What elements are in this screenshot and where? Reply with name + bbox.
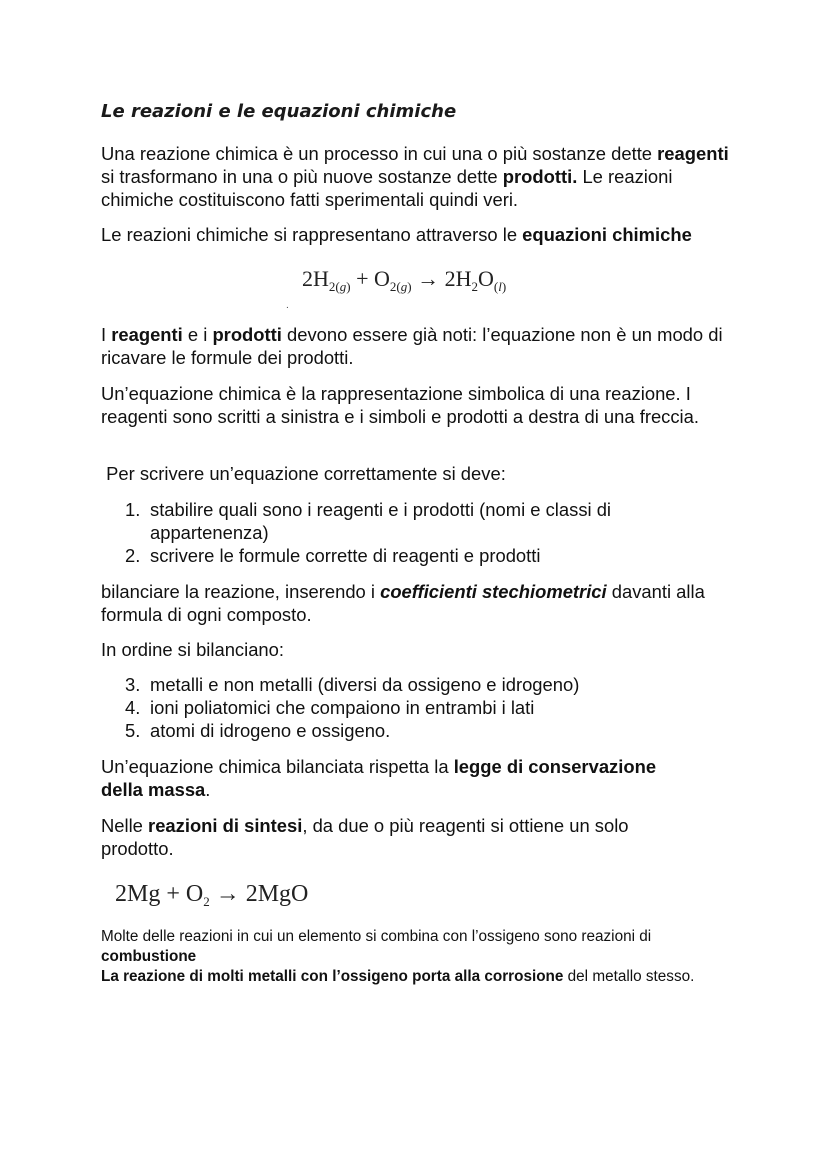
synthesis-text-2: , da due o più reagenti si ottiene un solo prodotto. <box>101 815 629 859</box>
known-bold-prodotti: prodotti <box>212 324 282 345</box>
list-item <box>125 498 725 544</box>
eq1-term-h2o-h: 2H <box>444 266 472 291</box>
intro-text-3: Le reazioni chimiche costituiscono fatti sperimentali quindi veri. <box>101 166 673 210</box>
eq1-plus: + <box>350 266 374 291</box>
list-item-number: 1. <box>125 499 141 520</box>
balance-paragraph <box>101 580 721 626</box>
corrosion-bold: La reazione di molti metalli con l’ossigeno porta alla corrosione <box>101 968 564 985</box>
eq2-reactants: 2Mg + O <box>115 881 204 907</box>
list-item-number: 2. <box>125 545 141 566</box>
list-item-text: scrivere le formule corrette di reagenti e prodotti <box>150 545 541 566</box>
combustion-bold: combustione <box>101 948 197 965</box>
eq1-sub-3: 2 <box>471 279 478 294</box>
order-steps-list <box>125 673 725 742</box>
eq1-term-h2o-o: O <box>477 266 494 291</box>
list-item-text: atomi di idrogeno e ossigeno. <box>150 720 391 741</box>
conservation-text-1: Un’equazione chimica bilanciata rispetta la <box>101 756 454 777</box>
balance-text-2: davanti alla formula di ogni composto. <box>101 581 705 625</box>
eq1-sub-4c: ) <box>501 279 507 294</box>
steps-list <box>125 498 725 567</box>
list-item-number: 3. <box>125 674 141 695</box>
eq1-term-h2: 2H <box>302 266 329 291</box>
conservation-bold: legge di conservazione della massa <box>101 756 657 800</box>
eq1-sub-2 <box>390 279 412 294</box>
list-item-text: metalli e non metalli (diversi da ossigeno e idrogeno) <box>150 674 580 695</box>
list-item-text: stabilire quali sono i reagenti e i prodotti (nomi e classi di appartenenza) <box>150 499 612 543</box>
intro-bold-prodotti: prodotti. <box>502 166 578 187</box>
eq1-sub-2b: g <box>400 279 408 294</box>
known-bold-reagenti: reagenti <box>111 324 183 345</box>
eq1-sub-2a: 2( <box>389 279 401 294</box>
eq1-sub-4a: ( <box>493 279 499 294</box>
order-paragraph: In ordine si bilanciano: <box>101 639 284 660</box>
eq1-sub-2c: ) <box>407 279 412 294</box>
eq2-sub: 2 <box>203 894 210 909</box>
eq1-sub-1c: ) <box>346 279 351 294</box>
eq1-sub-4 <box>494 279 506 294</box>
balance-text-1: bilanciare la reazione, inserendo i <box>101 581 381 602</box>
balance-bold-italic: coefficienti stechiometrici <box>380 581 607 602</box>
list-item-text: ioni poliatomici che compaiono in entrambi i lati <box>150 697 535 718</box>
eq1-sub-1 <box>329 279 351 294</box>
intro-text-1: Una reazione chimica è un processo in cui una o più sostanze dette <box>101 143 658 164</box>
conservation-text-2: . <box>205 779 211 800</box>
eq2-arrow-product: → 2MgO <box>209 881 309 907</box>
equation-water <box>302 266 506 292</box>
conservation-paragraph <box>101 755 701 801</box>
list-item <box>125 719 725 742</box>
intro-bold-reagenti: reagenti <box>657 143 729 164</box>
known-text-3: devono essere già noti: l’equazione non è un modo di ricavare le formule dei prodotti. <box>101 324 723 368</box>
synthesis-paragraph <box>101 814 671 860</box>
definition-paragraph: Un’equazione chimica è la rappresentazione simbolica di una reazione. I reagenti sono scritti a sinistra e i simboli e prodotti a destra di una freccia. <box>101 383 699 427</box>
eq1-sub-1a: 2( <box>328 279 340 294</box>
represent-paragraph <box>101 223 761 246</box>
synthesis-bold: reazioni di sintesi <box>148 815 303 836</box>
list-item-number: 4. <box>125 697 141 718</box>
intro-paragraph <box>101 142 741 211</box>
list-item-number: 5. <box>125 720 141 741</box>
represent-text: Le reazioni chimiche si rappresentano attraverso le <box>101 224 523 245</box>
eq1-term-o2: O <box>374 266 390 291</box>
list-item <box>125 673 725 696</box>
known-paragraph <box>101 323 741 369</box>
list-item <box>125 696 725 719</box>
represent-bold: equazioni chimiche <box>522 224 692 245</box>
page-title: Le reazioni e le equazioni chimiche <box>101 101 457 122</box>
eq1-arrow: → <box>411 266 445 291</box>
combustion-text: Molte delle reazioni in cui un elemento si combina con l’ossigeno sono reazioni di <box>101 928 652 945</box>
corrosion-paragraph <box>101 967 721 987</box>
known-text-2: e i <box>182 324 213 345</box>
known-text-1: I <box>101 324 112 345</box>
intro-text-2: si trasformano in una o più nuove sostanze dette <box>101 166 503 187</box>
equation-magnesium-oxide <box>115 881 308 908</box>
combustion-paragraph <box>101 927 721 967</box>
howto-paragraph: Per scrivere un’equazione correttamente si deve: <box>101 463 506 484</box>
synthesis-text-1: Nelle <box>101 815 149 836</box>
corrosion-text: del metallo stesso. <box>563 968 695 985</box>
stray-dot: . <box>286 300 289 311</box>
eq1-sub-4b: l <box>498 279 502 294</box>
eq1-sub-1b: g <box>339 279 347 294</box>
list-item <box>125 544 725 567</box>
